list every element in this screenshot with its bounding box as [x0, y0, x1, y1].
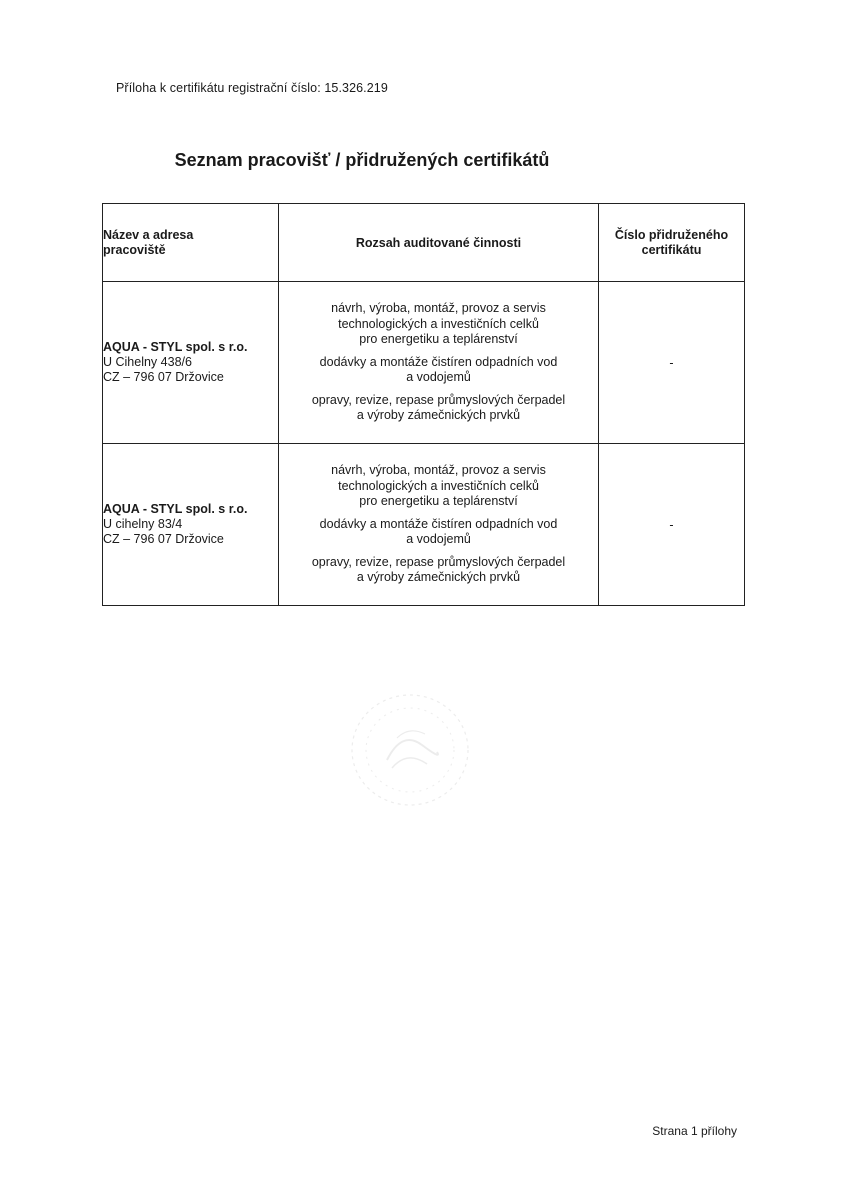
table-header-row	[103, 204, 745, 282]
site-name: AQUA - STYL spol. s r.o.	[103, 502, 248, 516]
scope-cell	[279, 444, 599, 606]
column-header-scope: Rozsah auditované činnosti	[279, 204, 599, 282]
scope-item: návrh, výroba, montáž, provoz a servis technologických a investičních celků pro energetiku a teplárenství	[331, 463, 546, 509]
certificate-number-cell: -	[599, 282, 745, 444]
site-address-city: CZ – 796 07 Držovice	[103, 532, 224, 546]
column-header-certificate: Číslo přidruženého certifikátu	[599, 204, 745, 282]
scope-cell	[279, 282, 599, 444]
annex-header-note: Příloha k certifikátu registrační číslo: 15.326.219	[116, 81, 388, 95]
scope-item: opravy, revize, repase průmyslových čerpadel a výroby zámečnických prvků	[311, 554, 566, 585]
faded-round-stamp-icon	[347, 690, 473, 810]
certificate-number-cell: -	[599, 444, 745, 606]
scope-item: dodávky a montáže čistíren odpadních vod a vodojemů	[319, 516, 558, 547]
scope-item: návrh, výroba, montáž, provoz a servis technologických a investičních celků pro energetiku a teplárenství	[331, 301, 546, 347]
column-header-name: Název a adresa pracoviště	[103, 204, 279, 282]
site-address-street: U Cihelny 438/6	[103, 355, 192, 369]
page-title: Seznam pracovišť / přidružených certifikátů	[174, 150, 550, 170]
site-cell	[103, 282, 279, 444]
site-address-city: CZ – 796 07 Držovice	[103, 370, 224, 384]
scope-item: opravy, revize, repase průmyslových čerpadel a výroby zámečnických prvků	[311, 392, 566, 423]
site-address-street: U cihelny 83/4	[103, 517, 183, 531]
table-row	[103, 444, 745, 606]
sites-table	[102, 203, 745, 606]
scope-item: dodávky a montáže čistíren odpadních vod a vodojemů	[319, 354, 558, 385]
site-name: AQUA - STYL spol. s r.o.	[103, 340, 248, 354]
site-cell	[103, 444, 279, 606]
table-row	[103, 282, 745, 444]
page-number-footer: Strana 1 přílohy	[652, 1124, 737, 1138]
